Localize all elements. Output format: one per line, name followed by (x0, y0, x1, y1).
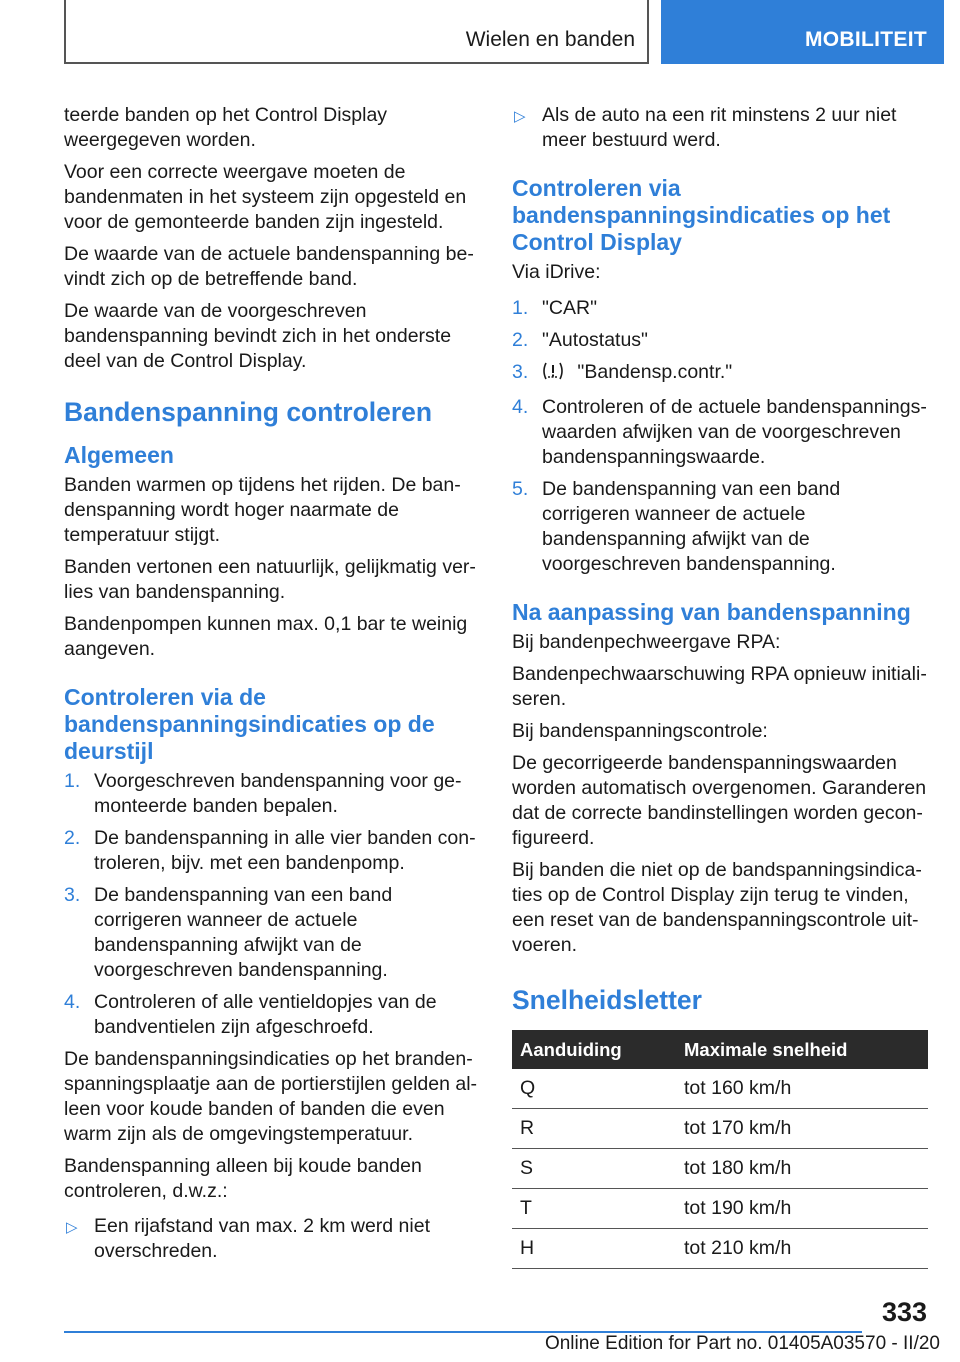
table-cell: tot 210 km/h (676, 1229, 928, 1269)
paragraph: De gecorrigeerde bandenspanningswaarden worden automatisch overgenomen. Garanderen dat de correcte bandinstellingen worden geconfigureerd. (512, 752, 927, 849)
list-number: 4. (64, 991, 81, 1013)
paragraph: Voor een correcte weergave moeten de bandenmaten in het systeem zijn opgesteld en voor de gemonteerde banden zijn ingesteld. (64, 161, 467, 233)
table-row (512, 1069, 928, 1109)
table-row (512, 1149, 928, 1189)
paragraph: Bij bandenspanningscontrole: (512, 720, 768, 742)
paragraph: Banden warmen op tijdens het rijden. De bandenspanning wordt hoger naarmate de temperatuur stijgt. (64, 474, 461, 546)
bullet-text: Als de auto na een rit minstens 2 uur niet meer bestuurd werd. (542, 104, 897, 151)
list-text: De bandenspanning in alle vier banden controleren, bijv. met een bandenpomp. (94, 827, 476, 874)
heading-controleren-deurstijl: Controleren via de bandenspanningsindicaties op de deurstijl (64, 684, 435, 764)
paragraph: Banden vertonen een natuurlijk, gelijkmatig verlies van bandenspanning. (64, 556, 476, 603)
table-row (512, 1109, 928, 1149)
bullet-text: Een rijafstand van max. 2 km werd niet overschreden. (94, 1215, 430, 1262)
list-item (64, 769, 478, 819)
list-number: 1. (512, 297, 529, 319)
list-item (64, 826, 478, 876)
list-item (512, 328, 928, 353)
table-cell: R (512, 1109, 676, 1149)
paragraph: Bij bandenpechweergave RPA: (512, 631, 781, 653)
table-row (512, 1229, 928, 1269)
table-cell: T (512, 1189, 676, 1229)
tire-pressure-warning-icon (542, 361, 564, 388)
paragraph: teerde banden op het Control Display weergegeven worden. (64, 104, 388, 151)
triangle-right-icon: ▷ (514, 108, 526, 125)
speed-rating-table (512, 1030, 928, 1269)
paragraph: Bandenspanning alleen bij koude banden controleren, d.w.z.: (64, 1155, 422, 1202)
table-header-row (512, 1030, 928, 1069)
list-item (512, 296, 928, 321)
header-section-title: Wielen en banden (465, 28, 635, 51)
list-item (512, 477, 928, 577)
list-item (512, 395, 928, 470)
left-column (64, 103, 478, 1271)
heading-na-aanpassing: Na aanpassing van bandenspanning (512, 599, 911, 625)
page-number: 333 (881, 1297, 927, 1327)
header-chapter-title: MOBILITEIT (805, 28, 927, 51)
paragraph: De bandenspanningsindicaties op het brandenspanningsplaatje aan de portierstijlen gelden alleen voor koude banden of banden die even warm zijn als de omgevingstemperatuur. (64, 1048, 478, 1145)
list-number: 3. (512, 361, 529, 383)
column-header: Maximale snelheid (676, 1030, 928, 1069)
header-chapter-tab (661, 0, 944, 64)
list-text: "Bandensp.contr." (577, 361, 733, 383)
list-number: 1. (64, 770, 81, 792)
list-item (64, 990, 478, 1040)
column-header: Aanduiding (512, 1030, 676, 1069)
list-text: De bandenspanning van een band corrigeren wanneer de actuele bandenspanning afwijkt van de voorgeschreven bandenspanning. (94, 884, 393, 981)
list-number: 2. (64, 827, 81, 849)
header-section-box (64, 0, 649, 64)
paragraph: Bij banden die niet op de bandspanningsindicaties op de Control Display zijn terug te vinden, een reset van de bandenspanningscontrole uitvoeren. (512, 859, 922, 956)
list-item (512, 360, 928, 388)
list-text: De bandenspanning van een band corrigeren wanneer de actuele bandenspanning afwijkt van de voorgeschreven bandenspanning. (542, 478, 841, 575)
paragraph: Bandenpompen kunnen max. 0,1 bar te weinig aangeven. (64, 613, 468, 660)
right-column (512, 103, 928, 1269)
table-cell: tot 170 km/h (676, 1109, 928, 1149)
table-row (512, 1189, 928, 1229)
list-number: 2. (512, 329, 529, 351)
list-item (64, 883, 478, 983)
paragraph: Via iDrive: (512, 261, 601, 283)
table-cell: S (512, 1149, 676, 1189)
table-cell: tot 180 km/h (676, 1149, 928, 1189)
table-cell: H (512, 1229, 676, 1269)
table-cell: tot 190 km/h (676, 1189, 928, 1229)
heading-snelheidsletter: Snelheidsletter (512, 985, 702, 1015)
list-number: 5. (512, 478, 529, 500)
list-text: "Autostatus" (542, 329, 648, 351)
list-text: Controleren of de actuele bandenspanningswaarden afwijken van de voorgeschreven bandenspanningswaarde. (542, 396, 927, 468)
bullet-item (512, 103, 928, 153)
paragraph: Bandenpechwaarschuwing RPA opnieuw initialiseren. (512, 663, 927, 710)
list-number: 3. (64, 884, 81, 906)
bullet-item (64, 1214, 478, 1264)
paragraph: De waarde van de actuele bandenspanning bevindt zich op de betreffende band. (64, 243, 474, 290)
list-text: Controleren of alle ventieldopjes van de bandventielen zijn afgeschroefd. (94, 991, 437, 1038)
heading-controleren-control-display: Controleren via bandenspanningsindicaties op het Control Display (512, 175, 891, 255)
list-text: "CAR" (542, 297, 598, 319)
list-text: Voorgeschreven bandenspanning voor gemonteerde banden bepalen. (94, 770, 462, 817)
triangle-right-icon: ▷ (66, 1219, 78, 1236)
table-cell: tot 160 km/h (676, 1069, 928, 1109)
paragraph: De waarde van de voorgeschreven bandenspanning bevindt zich in het onderste deel van de Control Display. (64, 300, 452, 372)
list-number: 4. (512, 396, 529, 418)
table-cell: Q (512, 1069, 676, 1109)
footer-edition: Online Edition for Part no. 01405A03570 - II/20 (544, 1333, 940, 1354)
heading-bandenspanning-controleren: Bandenspanning controleren (64, 397, 433, 427)
heading-algemeen: Algemeen (64, 442, 174, 468)
